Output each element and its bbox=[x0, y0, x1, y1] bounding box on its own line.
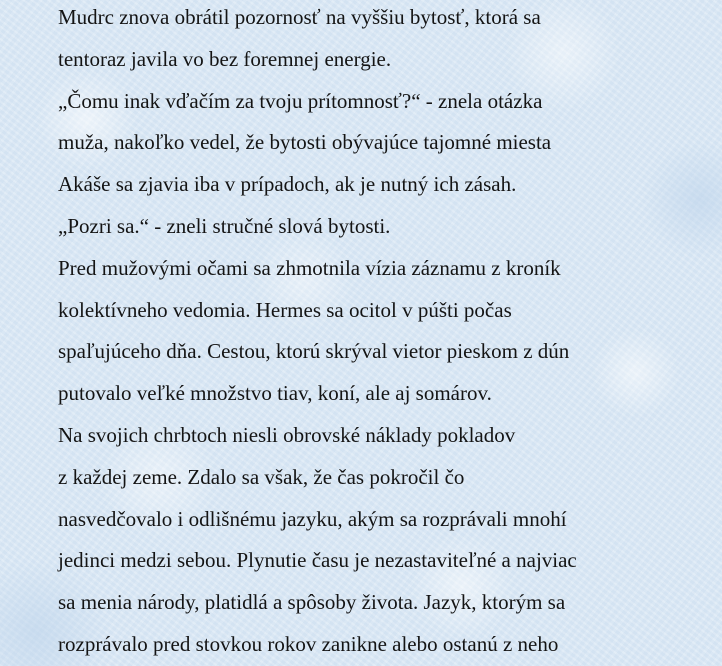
text-line-1: Mudrc znova obrátil pozornosť na vyššiu bytosť, ktorá sa bbox=[58, 5, 541, 29]
text-line-9: spaľujúceho dňa. Cestou, ktorú skrýval vietor pieskom z dún bbox=[58, 339, 570, 364]
text-line-7: Pred mužovými očami sa zhmotnila vízia záznamu z kroník bbox=[58, 255, 561, 280]
text-line-15: sa menia národy, platidlá a spôsoby života. Jazyk, ktorým sa bbox=[58, 590, 566, 615]
text-line-5: Akáše sa zjavia iba v prípadoch, ak je nutný ich zásah. bbox=[58, 172, 517, 197]
text-line-16: rozprávalo pred stovkou rokov zanikne alebo ostanú z neho bbox=[58, 631, 559, 656]
story-text bbox=[58, 0, 698, 666]
text-line-13: nasvedčovalo i odlišnému jazyku, akým sa rozprávali mnohí bbox=[58, 506, 567, 531]
text-line-12: z každej zeme. Zdalo sa však, že čas pokročil čo bbox=[58, 464, 465, 489]
text-line-3: „Čomu inak vďačím za tvoju prítomnosť?“ - znela otázka bbox=[58, 88, 543, 113]
text-line-8: kolektívneho vedomia. Hermes sa ocitol v púšti počas bbox=[58, 297, 512, 322]
text-line-4: muža, nakoľko vedel, že bytosti obývajúce tajomné miesta bbox=[58, 130, 552, 155]
text-line-2: tentoraz javila vo bez foremnej energie. bbox=[58, 46, 392, 71]
text-line-6: „Pozri sa.“ - zneli stručné slová bytosti. bbox=[58, 213, 391, 238]
text-line-11: Na svojich chrbtoch niesli obrovské náklady pokladov bbox=[58, 422, 516, 447]
text-line-14: jedinci medzi sebou. Plynutie času je nezastaviteľné a najviac bbox=[58, 548, 577, 573]
text-line-10: putovalo veľké množstvo tiav, koní, ale aj somárov. bbox=[58, 381, 492, 406]
